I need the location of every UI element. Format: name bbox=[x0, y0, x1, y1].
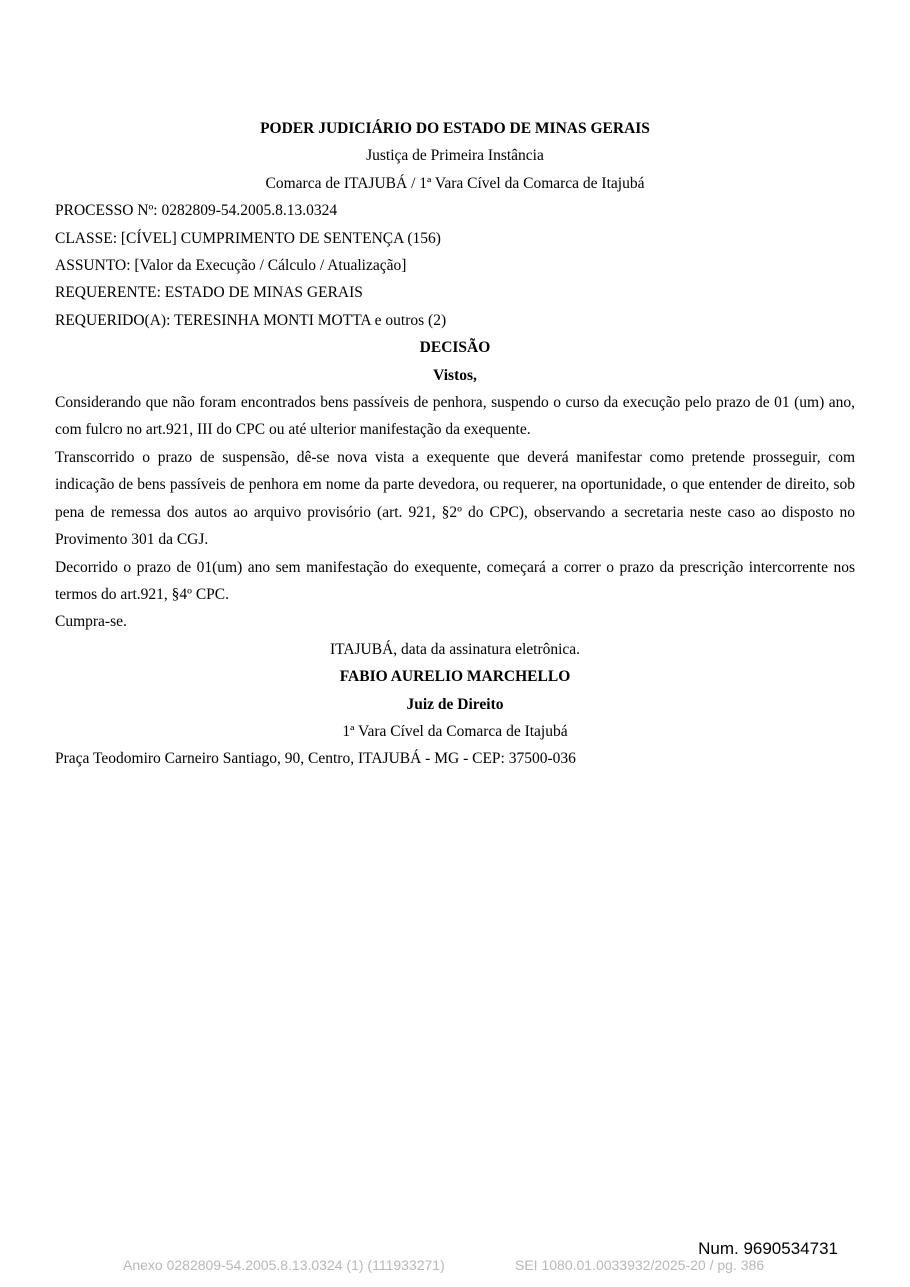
comarca-line: Comarca de ITAJUBÁ / 1ª Vara Cível da Comarca de Itajubá bbox=[265, 174, 645, 192]
decision-paragraph: Transcorrido o prazo de suspensão, dê-se nova vista a exequente que deverá manifestar como pretende prosseguir, com indicação de bens passíveis de penhora em nome da parte devedora, ou requerer, na oportunidade, o que entender de direito, sob pena de remessa dos autos ao arquivo provisório (art. 921, §2º do CPC), observando a secretaria neste caso ao disposto no Provimento 301 da CGJ. bbox=[55, 448, 855, 549]
court-address: Praça Teodomiro Carneiro Santiago, 90, Centro, ITAJUBÁ - MG - CEP: 37500-036 bbox=[55, 750, 576, 768]
decision-heading: DECISÃO bbox=[419, 339, 491, 357]
judge-title: Juiz de Direito bbox=[406, 695, 504, 713]
decision-closing: Cumpra-se. bbox=[55, 613, 127, 631]
document-number: Num. 9690534731 bbox=[698, 1239, 838, 1258]
instance-line: Justiça de Primeira Instância bbox=[366, 147, 544, 165]
assunto-line: ASSUNTO: [Valor da Execução / Cálculo / Atualização] bbox=[55, 257, 407, 275]
court-title: PODER JUDICIÁRIO DO ESTADO DE MINAS GERAIS bbox=[260, 120, 650, 137]
classe-line: CLASSE: [CÍVEL] CUMPRIMENTO DE SENTENÇA (156) bbox=[55, 229, 441, 247]
sei-watermark: SEI 1080.01.0033932/2025-20 / pg. 386 bbox=[515, 1257, 765, 1273]
decision-paragraph: Considerando que não foram encontrados bens passíveis de penhora, suspendo o curso da execução pelo prazo de 01 (um) ano, com fulcro no art.921, III do CPC ou até ulterior manifestação da exequente. bbox=[55, 394, 855, 439]
requerido-line: REQUERIDO(A): TERESINHA MONTI MOTTA e outros (2) bbox=[55, 311, 447, 329]
document-body bbox=[55, 115, 855, 773]
decision-opening: Vistos, bbox=[433, 366, 477, 384]
place-date: ITAJUBÁ, data da assinatura eletrônica. bbox=[329, 640, 581, 658]
decision-paragraph: Decorrido o prazo de 01(um) ano sem manifestação do exequente, começará a correr o prazo da prescrição intercorrente nos termos do art.921, §4º CPC. bbox=[55, 558, 855, 603]
requerente-line: REQUERENTE: ESTADO DE MINAS GERAIS bbox=[55, 284, 363, 302]
processo-line: PROCESSO Nº: 0282809-54.2005.8.13.0324 bbox=[55, 202, 338, 220]
annex-watermark: Anexo 0282809-54.2005.8.13.0324 (1) (111933271) bbox=[123, 1257, 445, 1273]
judge-name: FABIO AURELIO MARCHELLO bbox=[339, 668, 571, 686]
court-unit: 1ª Vara Cível da Comarca de Itajubá bbox=[342, 722, 568, 740]
